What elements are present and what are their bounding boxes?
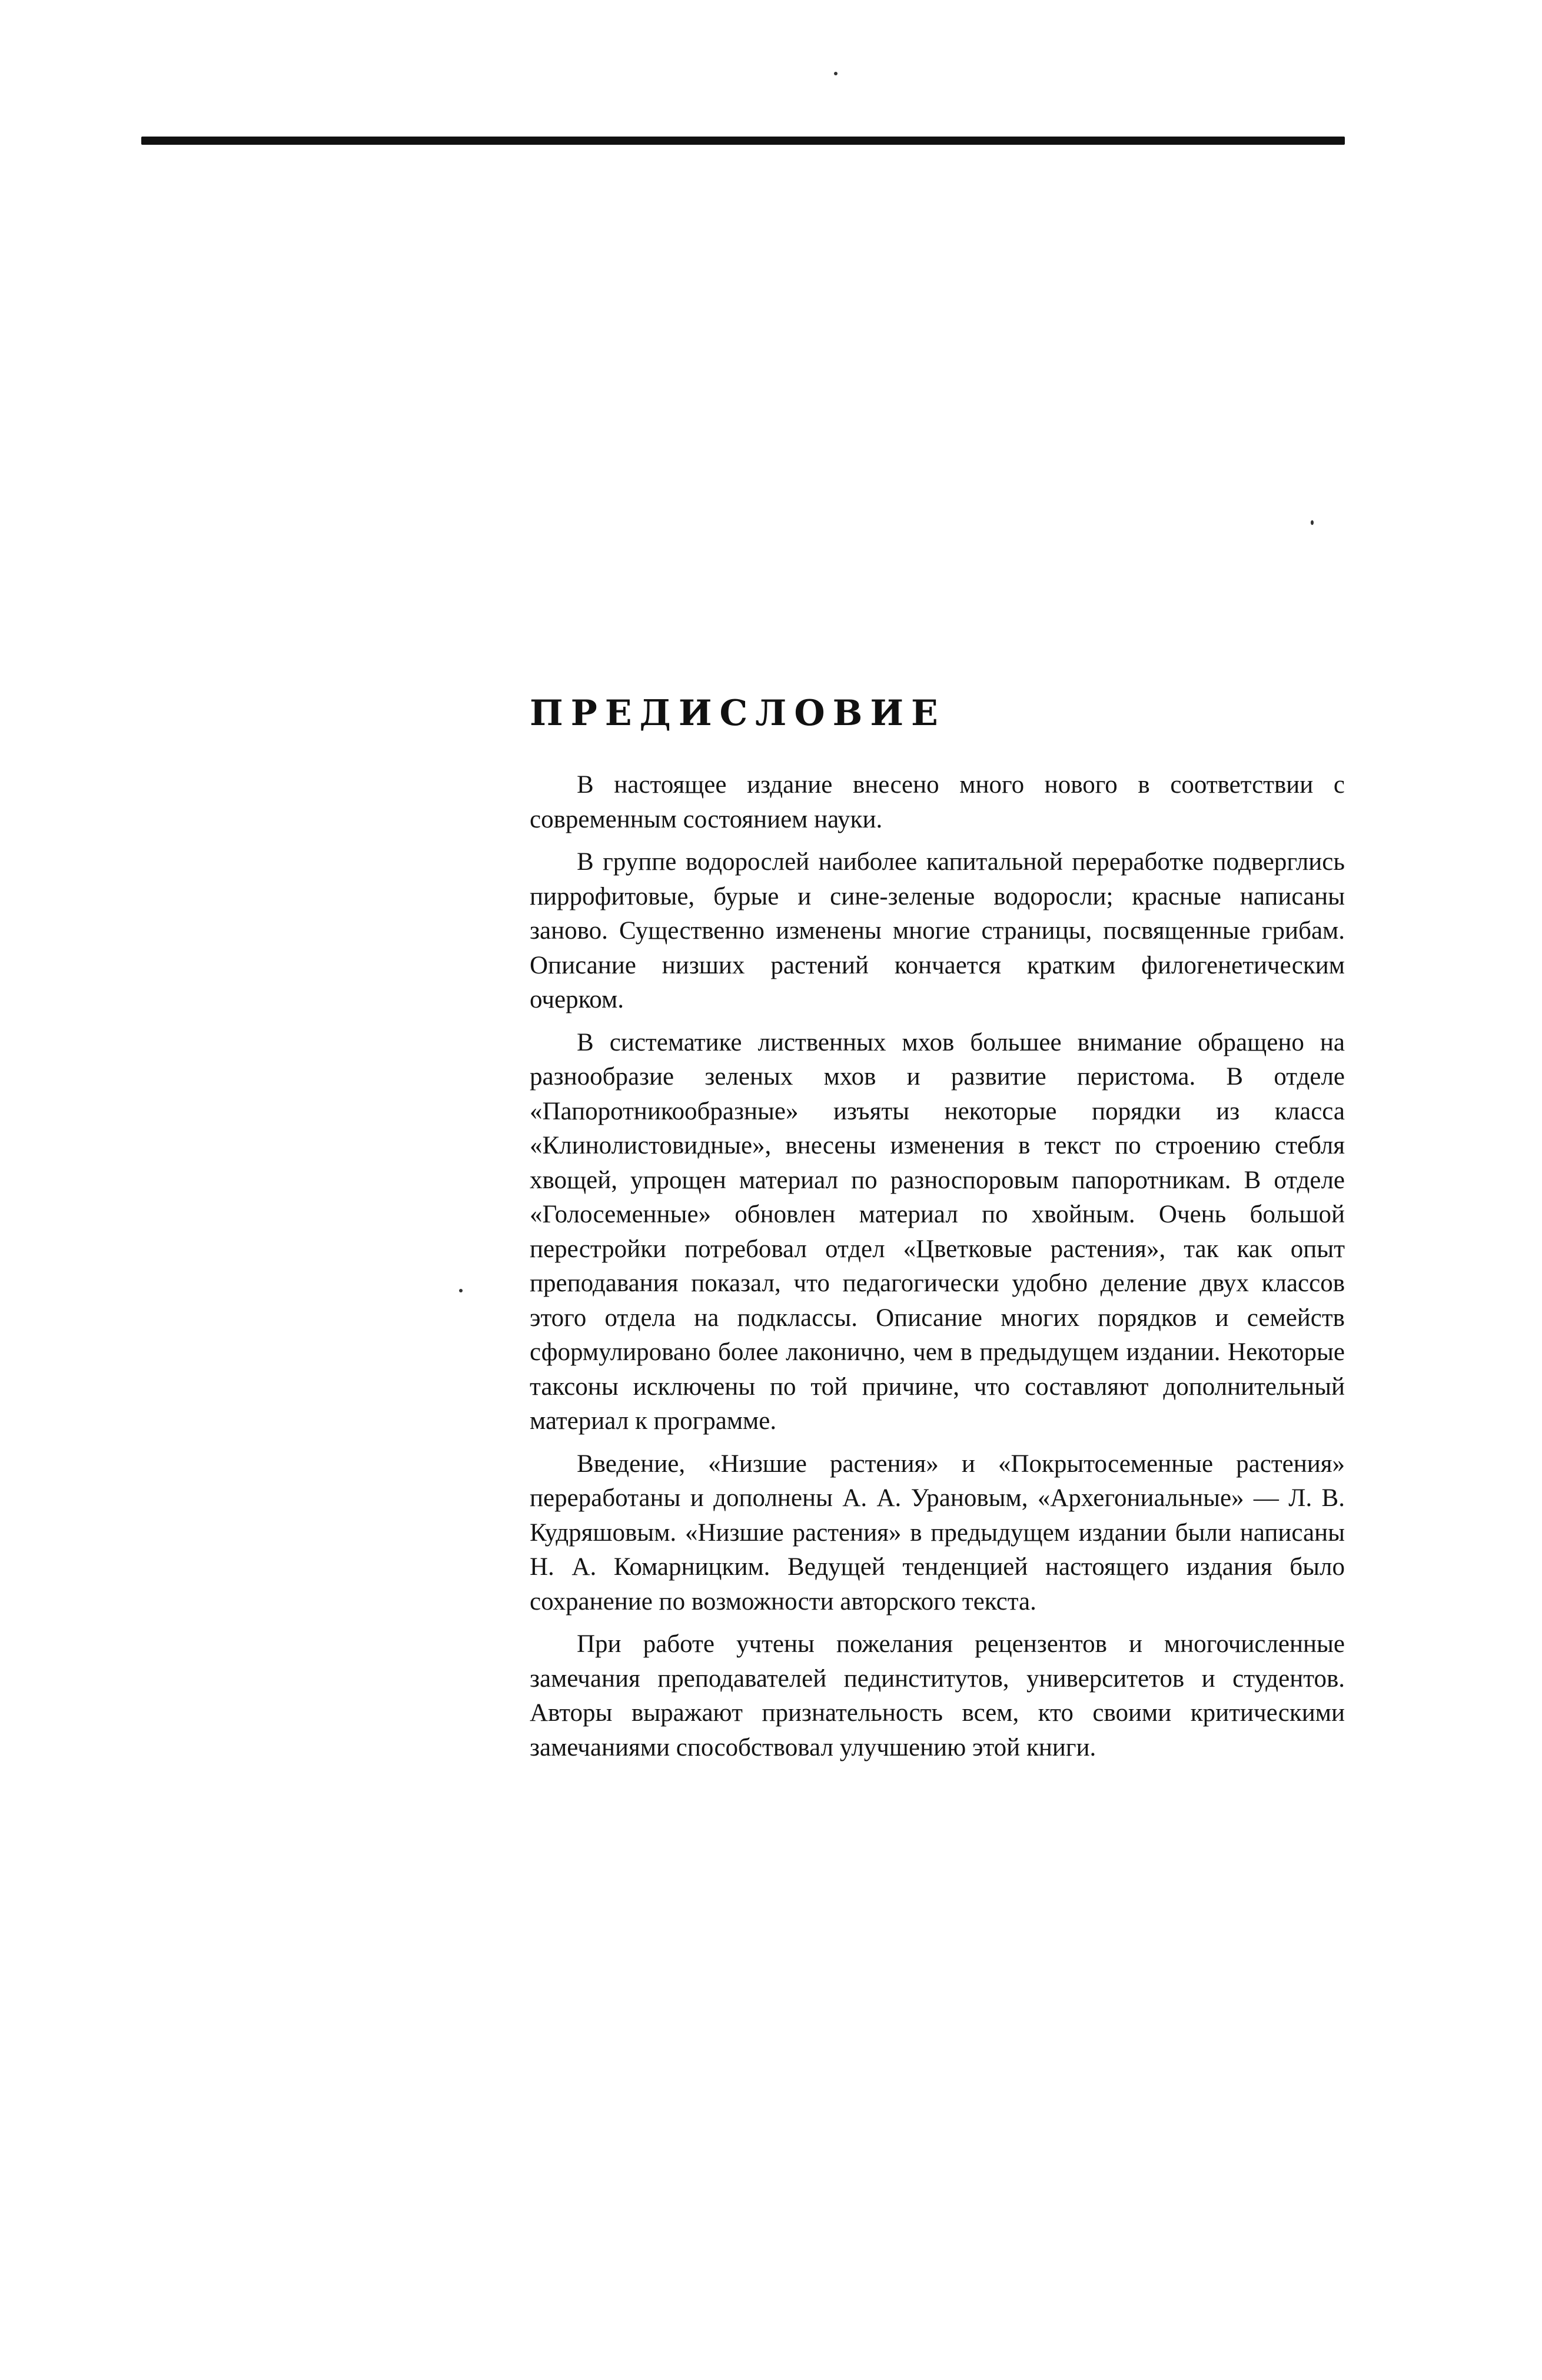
print-speck bbox=[459, 1289, 463, 1292]
paragraph: Введение, «Низшие растения» и «Покрытосеменные растения» переработаны и дополнены А. А. Урановым, «Архегониальные» — Л. В. Кудряшовым. «Низшие растения» в предыдущем издании были написаны Н. А. Комарницким. Ведущей тенденцией настоящего издания было сохранение по возможности авторского текста. bbox=[530, 1450, 1345, 1616]
paragraph: В группе водорослей наиболее капитальной переработке подверглись пиррофитовые, бурые и сине-зеленые водоросли; красные написаны заново. Существенно изменены многие страницы, посвященные грибам. Описание низших растений кончается кратким филогенетическим очерком. bbox=[530, 848, 1345, 1013]
paragraph: В настоящее издание внесено много нового в соответствии с современным состоянием науки. bbox=[530, 771, 1345, 833]
paragraph: В систематике лиственных мхов большее внимание обращено на разнообразие зеленых мхов и развитие перистома. В отделе «Папоротникообразные» изъяты некоторые порядки из класса «Клинолистовидные», внесены изменения в текст по строению стебля хвощей, упрощен материал по разноспоровым папоротникам. В отделе «Голосеменные» обновлен материал по хвойным. Очень большой перестройки потребовал отдел «Цветковые растения», так как опыт преподавания показал, что педагогически удобно деление двух классов этого отдела на подклассы. Описание многих порядков и семейств сформулировано более лаконично, чем в предыдущем издании. Некоторые таксоны исключены по той причине, что составляют дополнительный материал к программе. bbox=[530, 1028, 1345, 1435]
print-speck bbox=[1311, 520, 1314, 525]
paragraph: При работе учтены пожелания рецензентов и многочисленные замечания преподавателей пединститутов, университетов и студентов. Авторы выражают признательность всем, кто своими критическими замечаниями способствовал улучшению этой книги. bbox=[530, 1630, 1345, 1761]
preface-body bbox=[530, 768, 1345, 1773]
top-rule bbox=[141, 137, 1345, 145]
print-speck bbox=[834, 72, 838, 75]
page-title: ПРЕДИСЛОВИЕ bbox=[530, 693, 946, 734]
